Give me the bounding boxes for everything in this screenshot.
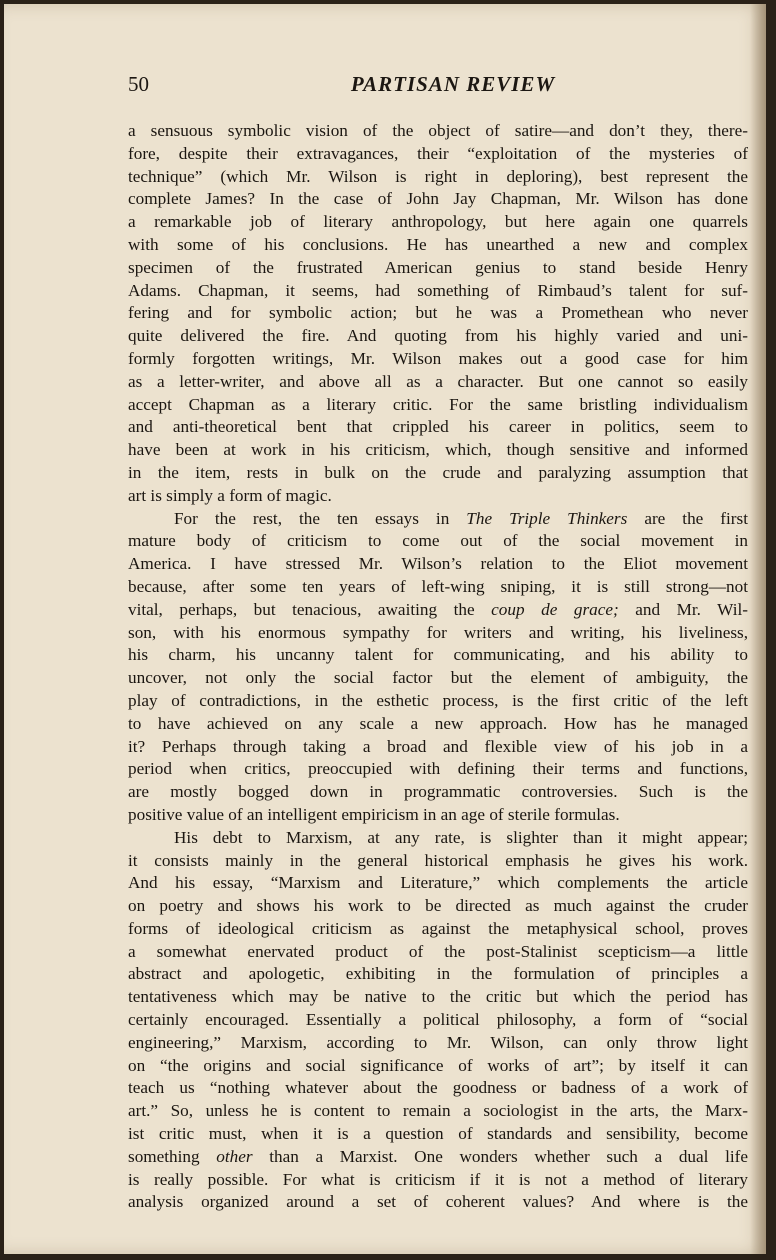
text-line: period when critics, preoccupied with defining their terms and functions, bbox=[128, 759, 748, 779]
page-number: 50 bbox=[128, 72, 149, 96]
paragraph-end-line: positive value of an intelligent empiricism in an age of sterile formulas. bbox=[128, 804, 620, 824]
italic-word: other bbox=[216, 1146, 253, 1166]
text-line: a somewhat enervated product of the post-Stalinist scepticism—a little bbox=[128, 941, 748, 961]
text-line: accept Chapman as a literary critic. For the same bristling individualism bbox=[128, 394, 748, 414]
text-line: ist critic must, when it is a question of standards and sensibility, become bbox=[128, 1124, 748, 1144]
text-line: son, with his enormous sympathy for writers and writing, his liveliness, bbox=[128, 622, 748, 642]
text-line bbox=[128, 599, 748, 622]
text-line: it consists mainly in the general historical emphasis he gives his work. bbox=[128, 850, 748, 870]
text-line: play of contradictions, in the esthetic process, is the first critic of the left bbox=[128, 690, 748, 710]
paragraph-end-line: art is simply a form of magic. bbox=[128, 485, 332, 505]
text-line: art.” So, unless he is content to remain a sociologist in the arts, the Marx- bbox=[128, 1101, 748, 1121]
text-line: fore, despite their extravagances, their “exploitation of the mysteries of bbox=[128, 143, 748, 163]
text-line: on poetry and shows his work to be directed as much against the cruder bbox=[128, 896, 748, 916]
italic-phrase: coup de grace; bbox=[491, 599, 619, 619]
text-line: in the item, rests in bulk on the crude and paralyzing assumption that bbox=[128, 462, 748, 482]
text-line: certainly encouraged. Essentially a political philosophy, a form of “social bbox=[128, 1010, 748, 1030]
text-line: abstract and apologetic, exhibiting in the formulation of principles a bbox=[128, 964, 748, 984]
text-line: because, after some ten years of left-wing sniping, it is still strong—not bbox=[128, 576, 748, 596]
text-segment: For the rest, the ten essays in bbox=[174, 508, 467, 528]
article-body bbox=[128, 120, 748, 1214]
text-line: teach us “nothing whatever about the goodness or badness of a work of bbox=[128, 1078, 748, 1098]
text-line: formly forgotten writings, Mr. Wilson makes out a good case for him bbox=[128, 348, 748, 368]
text-line: engineering,” Marxism, according to Mr. Wilson, can only throw light bbox=[128, 1032, 748, 1052]
text-segment: are the first bbox=[627, 508, 748, 528]
text-line: it? Perhaps through taking a broad and flexible view of his job in a bbox=[128, 736, 748, 756]
text-line: tentativeness which may be native to the critic but which the period has bbox=[128, 987, 748, 1007]
text-segment: vital, perhaps, but tenacious, awaiting the bbox=[128, 599, 492, 619]
text-line: Adams. Chapman, it seems, had something of Rimbaud’s talent for suf- bbox=[128, 280, 748, 300]
book-page bbox=[4, 4, 766, 1254]
page-gutter-shadow bbox=[750, 4, 766, 1254]
text-line: a remarkable job of literary anthropology, but here again one quarrels bbox=[128, 212, 748, 232]
paragraph-start-line bbox=[128, 508, 748, 531]
text-line: are mostly bogged down in programmatic controversies. Such is the bbox=[128, 782, 748, 802]
text-line: America. I have stressed Mr. Wilson’s relation to the Eliot movement bbox=[128, 554, 748, 574]
text-line: forms of ideological criticism as against the metaphysical school, proves bbox=[128, 918, 748, 938]
text-line: have been at work in his criticism, which, though sensitive and informed bbox=[128, 440, 748, 460]
text-line: And his essay, “Marxism and Literature,” which complements the article bbox=[128, 873, 748, 893]
text-line: on “the origins and social significance of works of art”; by itself it can bbox=[128, 1055, 748, 1075]
text-line: technique” (which Mr. Wilson is right in deploring), best represent the bbox=[128, 166, 748, 186]
text-segment: and Mr. Wil- bbox=[618, 599, 748, 619]
text-line: analysis organized around a set of coherent values? And where is the bbox=[128, 1192, 748, 1212]
text-segment: something bbox=[128, 1146, 217, 1166]
paragraph-start-line: His debt to Marxism, at any rate, is slighter than it might appear; bbox=[174, 827, 748, 847]
text-line: is really possible. For what is criticism if it is not a method of literary bbox=[128, 1169, 748, 1189]
text-line: his charm, his uncanny talent for communicating, and his ability to bbox=[128, 645, 748, 665]
text-segment: than a Marxist. One wonders whether such a dual life bbox=[252, 1146, 748, 1166]
book-title: The Triple Thinkers bbox=[466, 508, 628, 528]
text-line: and anti-theoretical bent that crippled his career in politics, seem to bbox=[128, 417, 748, 437]
journal-title: PARTISAN REVIEW bbox=[350, 72, 556, 96]
running-head bbox=[128, 72, 748, 102]
text-line bbox=[128, 1146, 748, 1169]
text-line: a sensuous symbolic vision of the object of satire—and don’t they, there- bbox=[128, 121, 748, 140]
text-line: to have achieved on any scale a new approach. How has he managed bbox=[128, 713, 748, 733]
text-line: fering and for symbolic action; but he was a Promethean who never bbox=[128, 303, 748, 323]
text-line: as a letter-writer, and above all as a character. But one cannot so easily bbox=[128, 371, 748, 391]
text-line: specimen of the frustrated American genius to stand beside Henry bbox=[128, 257, 748, 277]
text-line: complete James? In the case of John Jay Chapman, Mr. Wilson has done bbox=[128, 189, 748, 209]
text-line: with some of his conclusions. He has unearthed a new and complex bbox=[128, 234, 748, 254]
text-line: quite delivered the fire. And quoting from his highly varied and uni- bbox=[128, 326, 748, 346]
text-line: mature body of criticism to come out of the social movement in bbox=[128, 531, 748, 551]
text-line: uncover, not only the social factor but the element of ambiguity, the bbox=[128, 668, 748, 688]
